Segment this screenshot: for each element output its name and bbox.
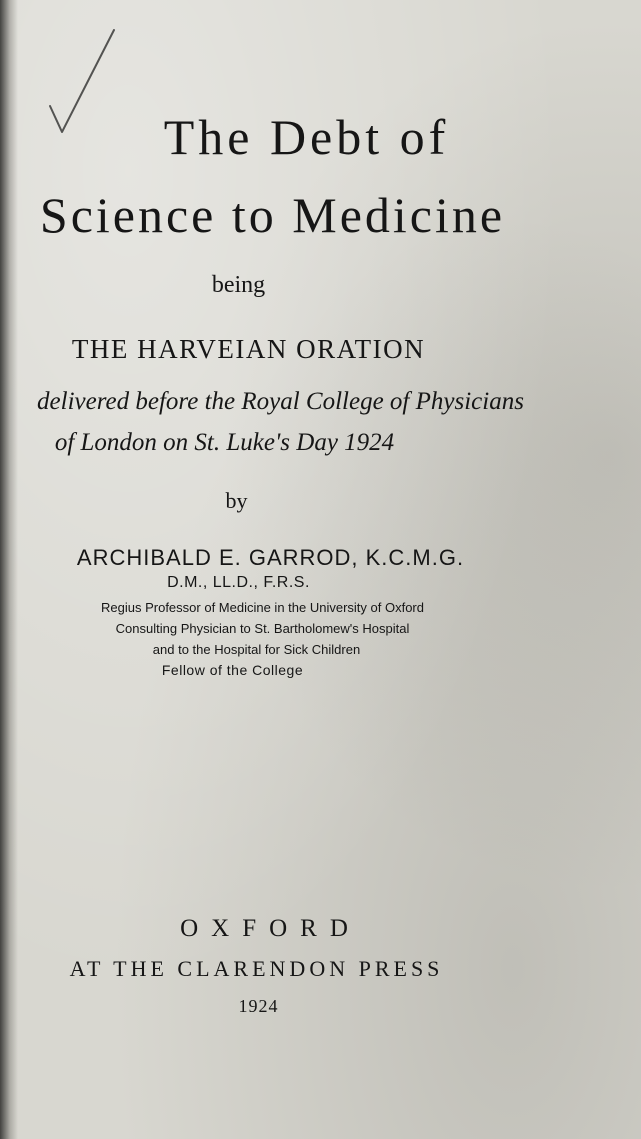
book-title-line-1: The Debt of	[163, 109, 450, 165]
author-role-4: Fellow of the College	[161, 662, 304, 678]
imprint-city: OXFORD	[180, 915, 361, 942]
oration-subtitle: THE HARVEIAN ORATION	[71, 334, 426, 364]
author-role-3: and to the Hospital for Sick Children	[152, 642, 361, 657]
by-text: by	[225, 488, 248, 513]
imprint-press: AT THE CLARENDON PRESS	[69, 956, 444, 981]
book-title-line-2: Science to Medicine	[39, 187, 506, 243]
being-text: being	[211, 272, 266, 298]
author-name: ARCHIBALD E. GARROD, K.C.M.G.	[76, 545, 465, 570]
author-role-2: Consulting Physician to St. Bartholomew's Hospital	[115, 621, 410, 636]
imprint-year: 1924	[238, 996, 279, 1016]
delivery-line-1: delivered before the Royal College of Physicians	[37, 388, 524, 415]
delivery-line-2: of London on St. Luke's Day 1924	[54, 429, 395, 456]
author-role-1: Regius Professor of Medicine in the University of Oxford	[101, 600, 424, 615]
author-degrees: D.M., LL.D., F.R.S.	[167, 574, 310, 591]
